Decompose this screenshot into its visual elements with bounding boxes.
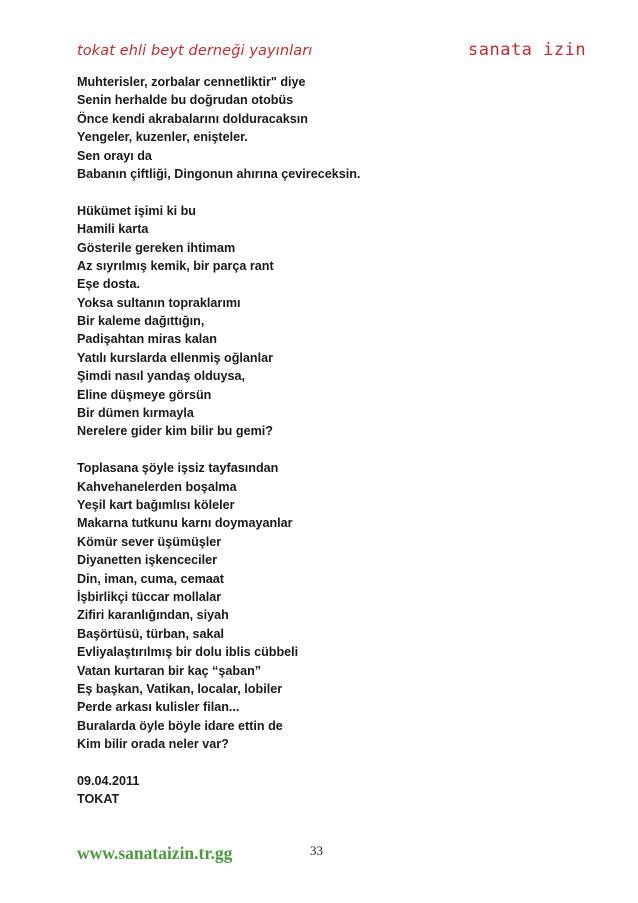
poem-line: Eline düşmeye görsün: [77, 387, 212, 402]
poem-line: Bir dümen kırmayla: [77, 406, 194, 421]
poem-line: Eşe dosta.: [77, 277, 140, 292]
poem-line: 09.04.2011: [77, 773, 140, 788]
poem-line: Toplasana şöyle işsiz tayfasından: [77, 461, 279, 476]
poem-line: Gösterile gereken ihtimam: [77, 240, 236, 255]
poem-line: Buralarda öyle böyle idare ettin de: [77, 718, 283, 733]
footer-website-link[interactable]: www.sanataizin.tr.gg: [77, 843, 233, 863]
poem-line: Makarna tutkunu karnı doymayanlar: [77, 516, 293, 531]
poem-stanza: [77, 73, 547, 183]
poem-line: Bir kaleme dağıttığın,: [77, 314, 205, 329]
poem-stanza: [77, 202, 547, 441]
poem-line: Nerelere gider kim bilir bu gemi?: [77, 424, 273, 439]
poem-line: Padişahtan miras kalan: [77, 332, 217, 347]
poem-line: İşbirlikçi tüccar mollalar: [77, 589, 222, 604]
poem-line: Kim bilir orada neler var?: [77, 737, 229, 752]
poem-line: Hamili karta: [77, 222, 149, 237]
brand-logo-text: sanata izin: [468, 40, 587, 60]
poem-line: Diyanetten işkenceciler: [77, 553, 218, 568]
poem-line: Sen orayı da: [77, 148, 152, 163]
poem-line: Eş başkan, Vatikan, localar, lobiler: [77, 681, 283, 696]
poem-line: Babanın çiftliği, Dingonun ahırına çevireceksin.: [77, 166, 361, 181]
poem-line: Vatan kurtaran bir kaç “şaban”: [77, 663, 262, 678]
poem-line: Yeşil kart bağımlısı köleler: [77, 497, 235, 512]
poem-line: Evliyalaştırılmış bir dolu iblis cübbeli: [77, 645, 299, 660]
poem-line: Kömür sever üşümüşler: [77, 534, 222, 549]
poem-line: TOKAT: [77, 792, 120, 807]
poem-line: Perde arkası kulisler filan...: [77, 700, 240, 715]
poem-line: Senin herhalde bu doğrudan otobüs: [77, 93, 294, 108]
poem-line: Az sıyrılmış kemik, bir parça rant: [77, 258, 274, 273]
poem-line: Yengeler, kuzenler, enişteler.: [77, 130, 248, 145]
poem-line: Muhterisler, zorbalar cennetliktir" diye: [77, 75, 306, 89]
poem-stanza: [77, 772, 547, 809]
poem-line: Hükümet işimi ki bu: [77, 203, 196, 218]
poem-line: Başörtüsü, türban, sakal: [77, 626, 224, 641]
poem-line: Kahvehanelerden boşalma: [77, 479, 237, 494]
poem-line: Din, iman, cuma, cemaat: [77, 571, 224, 586]
poem-line: Önce kendi akrabalarını dolduracaksın: [77, 111, 308, 126]
poem-body: [77, 73, 547, 809]
poem-line: Şimdi nasıl yandaş olduysa,: [77, 369, 245, 384]
poem-line: Zifiri karanlığından, siyah: [77, 608, 229, 623]
page-number: 33: [310, 843, 323, 858]
poem-line: Yoksa sultanın topraklarımı: [77, 295, 241, 310]
poem-stanza: [77, 459, 547, 753]
publisher-header: tokat ehli beyt derneği yayınları: [77, 43, 313, 59]
poem-line: Yatılı kurslarda ellenmiş oğlanlar: [77, 350, 273, 365]
